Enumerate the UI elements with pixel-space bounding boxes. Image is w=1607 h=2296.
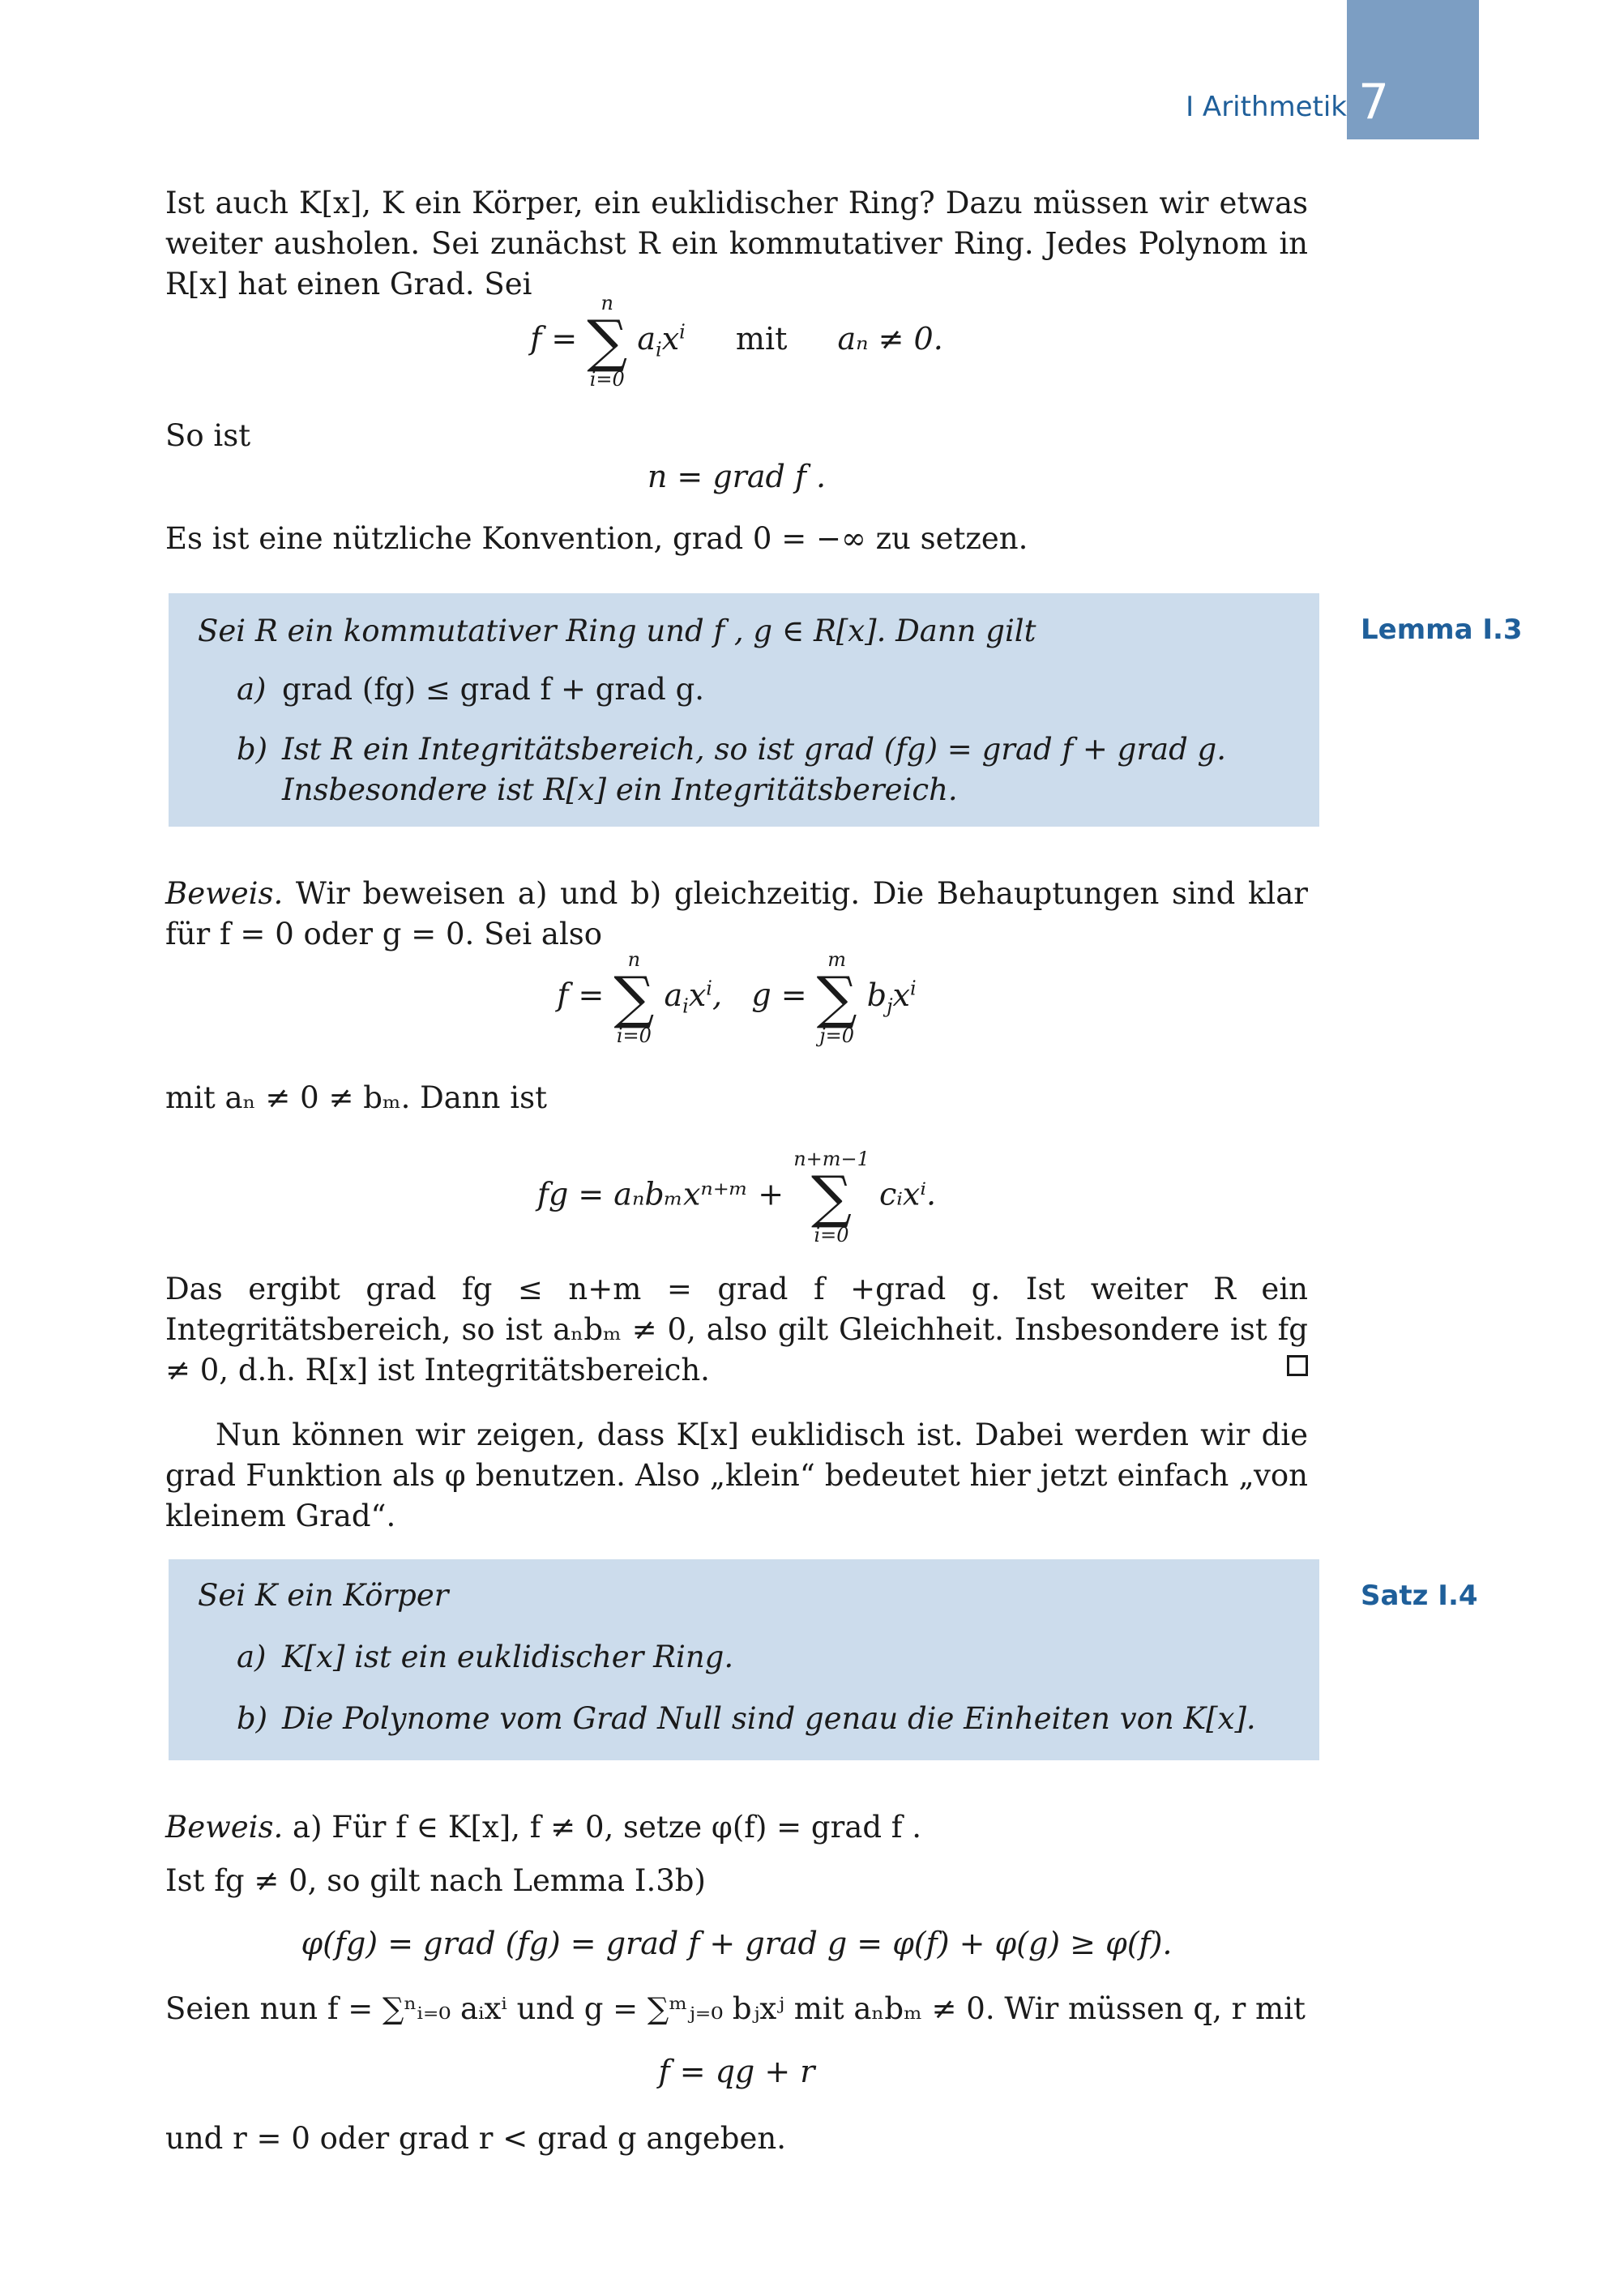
lemma-item-b [237, 729, 1289, 810]
paragraph-2: So ist [165, 418, 251, 453]
equation-2: n = grad f . [647, 459, 827, 494]
paragraph-7: Ist fg ≠ 0, so gilt nach Lemma I.3b) [165, 1863, 706, 1898]
sum-upper: m [827, 948, 847, 971]
eq4-lhs: fg = aₙbₘxⁿ⁺ᵐ + [536, 1176, 784, 1212]
paragraph-3: Es ist eine nützliche Konvention, grad 0 = −∞ zu setzen. [165, 521, 1028, 556]
satz-a-text: K[x] ist ein euklidischer Ring. [282, 1640, 734, 1674]
sum-symbol: m ∑ j=0 [816, 948, 857, 1047]
equation-3: f = n ∑ i=0 $a_ix^i$, g = m ∑ j=0 $b_jx^i$ [557, 948, 917, 1047]
eq1-mit: mit [735, 320, 788, 357]
satz-item-a [237, 1637, 1289, 1678]
eq1-lhs: f = [530, 320, 578, 357]
sum-symbol: n+m−1 ∑ i=0 [793, 1148, 870, 1246]
eq1-term: $a_ix^i$ [637, 319, 686, 361]
proof-1-beweis: Beweis. [165, 876, 284, 911]
sum-symbol: n ∑ i=0 [587, 292, 628, 391]
proof-2-beweis: Beweis. [165, 1810, 284, 1845]
satz-intro: Sei K ein Körper [198, 1578, 449, 1613]
lemma-b-label: b) [237, 732, 268, 767]
eq3-f: f = [557, 977, 605, 1013]
chapter-header: I Arithmetik [1186, 91, 1347, 123]
eq1-cond: aₙ ≠ 0. [837, 320, 943, 357]
sum-upper: n+m−1 [793, 1148, 870, 1170]
equation-6: f = qg + r [658, 2054, 815, 2089]
page-number-tab [1347, 0, 1479, 139]
lemma-item-a [237, 669, 1289, 710]
sum-lower: i=0 [589, 368, 625, 391]
proof-2 [165, 1807, 1308, 1848]
satz-b-text: Die Polynome vom Grad Null sind genau die Einheiten von K[x]. [282, 1701, 1256, 1736]
sum-lower: j=0 [819, 1024, 855, 1047]
satz-box [169, 1559, 1319, 1760]
satz-a-label: a) [237, 1640, 267, 1674]
lemma-label: Lemma I.3 [1361, 614, 1523, 646]
paragraph-8: Seien nun f = ∑ⁿᵢ₌₀ aᵢxⁱ und g = ∑ᵐⱼ₌₀ bⱼxʲ mit aₙbₘ ≠ 0. Wir müssen q, r mit [165, 1991, 1306, 2026]
lemma-b-text: Ist R ein Integritätsbereich, so ist grad (fg) = grad f + grad g. Insbesondere ist R[x] ein Integritätsbereich. [282, 732, 1226, 807]
sum-upper: n [600, 292, 613, 314]
paragraph-1: Ist auch K[x], K ein Körper, ein euklidischer Ring? Dazu müssen wir etwas weiter ausholen. Sei zunächst R ein kommutativer Ring. Jedes Polynom in R[x] hat einen Grad. Sei [165, 186, 1308, 301]
eq3-g: g = [751, 977, 807, 1013]
sum-symbol: n ∑ i=0 [613, 948, 655, 1047]
satz-label: Satz I.4 [1361, 1580, 1478, 1612]
equation-1 [165, 293, 1308, 389]
sum-lower: i=0 [616, 1024, 652, 1047]
lemma-intro: Sei R ein kommutativer Ring und f , g ∈ R[x]. Dann gilt [198, 614, 1036, 648]
sum-lower: i=0 [814, 1224, 849, 1246]
equation-4 [165, 1149, 1308, 1245]
equation-5: φ(fg) = grad (fg) = grad f + grad g = φ(f) + φ(g) ≥ φ(f). [301, 1926, 1173, 1961]
paragraph-4: mit aₙ ≠ 0 ≠ bₘ. Dann ist [165, 1080, 547, 1115]
lemma-box [169, 593, 1319, 827]
paragraph-6: Nun können wir zeigen, dass K[x] euklidisch ist. Dabei werden wir die grad Funktion als φ benutzen. Also „klein“ bedeutet hier jetzt einfach „von kleinem Grad“. [165, 1417, 1308, 1533]
satz-item-b [237, 1699, 1289, 1739]
satz-b-label: b) [237, 1701, 268, 1736]
qed-square-icon [1287, 1355, 1308, 1376]
lemma-a-text: grad (fg) ≤ grad f + grad g. [282, 672, 705, 707]
eq4-term: cᵢxⁱ. [878, 1176, 937, 1212]
sum-upper: n [627, 948, 641, 971]
paragraph-9: und r = 0 oder grad r < grad g angeben. [165, 2121, 786, 2156]
proof-2-text: a) Für f ∈ K[x], f ≠ 0, setze φ(f) = grad f . [283, 1810, 921, 1845]
lemma-a-label: a) [237, 672, 267, 707]
paragraph-5: Das ergibt grad fg ≤ n+m = grad f +grad g. Ist weiter R ein Integritätsbereich, so ist aₙbₘ ≠ 0, also gilt Gleichheit. Insbesondere ist fg ≠ 0, d.h. R[x] ist Integritätsbereich. [165, 1272, 1308, 1387]
proof-1 [165, 874, 1308, 955]
proof-1-text: Wir beweisen a) und b) gleichzeitig. Die Behauptungen sind klar für f = 0 oder g = 0. Sei also [165, 876, 1308, 951]
page-number: 7 [1358, 74, 1390, 130]
